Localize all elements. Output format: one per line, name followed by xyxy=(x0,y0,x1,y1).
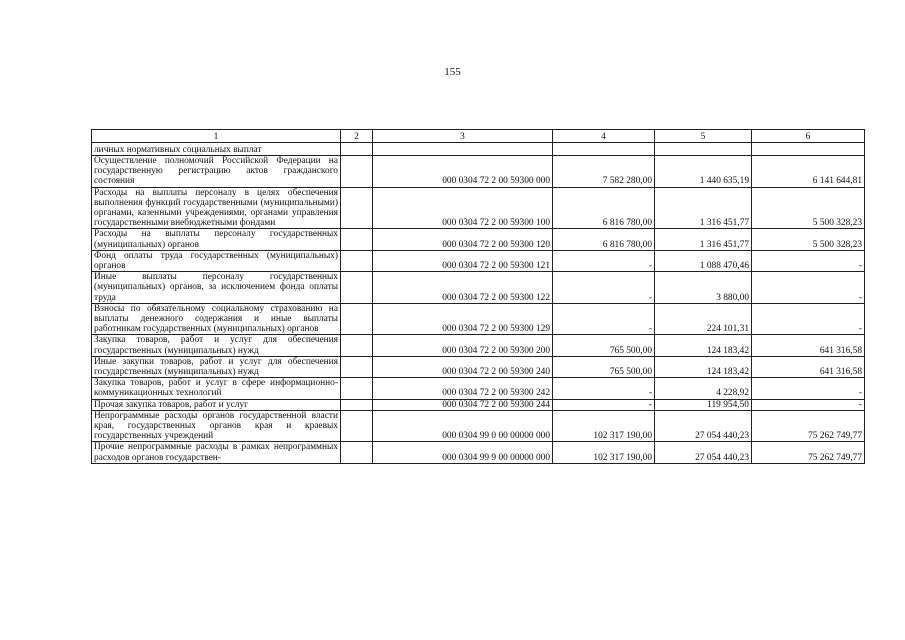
table-row xyxy=(92,156,865,188)
table-row xyxy=(92,187,865,229)
row-executed: 3 880,00 xyxy=(655,272,752,304)
row-col2 xyxy=(341,187,373,229)
row-approved: - xyxy=(553,303,655,335)
row-col2 xyxy=(341,303,373,335)
row-executed: 119 954,50 xyxy=(655,399,752,410)
row-name: Иные закупки товаров, работ и услуг для обеспечения государственных (муниципальных) нужд xyxy=(92,356,341,377)
table-row xyxy=(92,410,865,442)
row-executed: 124 183,42 xyxy=(655,335,752,356)
column-header-3: 3 xyxy=(373,130,553,143)
row-name: Осуществление полномочий Российской Федерации на государственную регистрацию актов гражданского состояния xyxy=(92,156,341,188)
row-code: 000 0304 72 2 00 59300 122 xyxy=(373,272,553,304)
row-code: 000 0304 99 9 00 00000 000 xyxy=(373,442,553,463)
row-name: Закупка товаров, работ и услуг в сфере информационно-коммуникационных технологий xyxy=(92,378,341,399)
row-name: Прочая закупка товаров, работ и услуг xyxy=(92,399,341,410)
row-name: Фонд оплаты труда государственных (муниципальных) органов xyxy=(92,250,341,271)
row-name: Расходы на выплаты персоналу в целях обеспечения выполнения функций государственными (муниципальными) органами, казенными учреждениями, органами управления государственными внебюджетными фондами xyxy=(92,187,341,229)
row-remaining: 641 316,58 xyxy=(752,335,865,356)
row-name: Прочие непрограммные расходы в рамках непрограммных расходов органов государствен- xyxy=(92,442,341,463)
row-executed: 124 183,42 xyxy=(655,356,752,377)
row-executed: 1 440 635,19 xyxy=(655,156,752,188)
row-col2 xyxy=(341,229,373,250)
row-approved: 6 816 780,00 xyxy=(553,229,655,250)
row-col2 xyxy=(341,410,373,442)
row-remaining: 5 500 328,23 xyxy=(752,229,865,250)
row-approved: 765 500,00 xyxy=(553,356,655,377)
row-remaining: 6 141 644,81 xyxy=(752,156,865,188)
row-col2 xyxy=(341,378,373,399)
table-row xyxy=(92,378,865,399)
row-col2 xyxy=(341,335,373,356)
row-executed: 27 054 440,23 xyxy=(655,442,752,463)
row-name: Непрограммные расходы органов государственной власти края, государственных органов края и краевых государственных учреждений xyxy=(92,410,341,442)
row-name: личных нормативных социальных выплат xyxy=(92,143,341,156)
table-row xyxy=(92,250,865,271)
row-executed: 1 088 470,46 xyxy=(655,250,752,271)
row-code: 000 0304 72 2 00 59300 242 xyxy=(373,378,553,399)
row-code: 000 0304 72 2 00 59300 129 xyxy=(373,303,553,335)
row-col2 xyxy=(341,442,373,463)
table-row xyxy=(92,399,865,410)
row-col2 xyxy=(341,143,373,156)
row-approved: - xyxy=(553,399,655,410)
row-remaining: 75 262 749,77 xyxy=(752,442,865,463)
row-remaining: 75 262 749,77 xyxy=(752,410,865,442)
row-approved: - xyxy=(553,272,655,304)
row-col2 xyxy=(341,250,373,271)
row-executed: 1 316 451,77 xyxy=(655,187,752,229)
row-code: 000 0304 99 0 00 00000 000 xyxy=(373,410,553,442)
page-number: 155 xyxy=(444,66,461,78)
row-name: Расходы на выплаты персоналу государственных (муниципальных) органов xyxy=(92,229,341,250)
row-code: 000 0304 72 2 00 59300 200 xyxy=(373,335,553,356)
column-header-4: 4 xyxy=(553,130,655,143)
table-row xyxy=(92,229,865,250)
row-name: Взносы по обязательному социальному страхованию на выплаты денежного содержания и иные выплаты работникам государственных (муниципальных) органов xyxy=(92,303,341,335)
row-remaining: - xyxy=(752,399,865,410)
column-header-5: 5 xyxy=(655,130,752,143)
row-col2 xyxy=(341,399,373,410)
row-remaining: 641 316,58 xyxy=(752,356,865,377)
table-row xyxy=(92,356,865,377)
table-row xyxy=(92,335,865,356)
row-code xyxy=(373,143,553,156)
budget-table xyxy=(91,129,865,464)
row-approved: 7 582 280,00 xyxy=(553,156,655,188)
row-remaining: - xyxy=(752,378,865,399)
row-remaining: - xyxy=(752,250,865,271)
row-remaining xyxy=(752,143,865,156)
row-code: 000 0304 72 2 00 59300 000 xyxy=(373,156,553,188)
row-name: Закупка товаров, работ и услуг для обеспечения государственных (муниципальных) нужд xyxy=(92,335,341,356)
table-row xyxy=(92,143,865,156)
row-code: 000 0304 72 2 00 59300 240 xyxy=(373,356,553,377)
row-executed: 4 228,92 xyxy=(655,378,752,399)
table-row xyxy=(92,303,865,335)
row-approved: 6 816 780,00 xyxy=(553,187,655,229)
row-approved: 765 500,00 xyxy=(553,335,655,356)
row-executed: 224 101,31 xyxy=(655,303,752,335)
row-remaining: - xyxy=(752,272,865,304)
row-col2 xyxy=(341,156,373,188)
row-executed: 27 054 440,23 xyxy=(655,410,752,442)
row-remaining: 5 500 328,23 xyxy=(752,187,865,229)
table-row xyxy=(92,272,865,304)
row-approved: - xyxy=(553,250,655,271)
row-code: 000 0304 72 2 00 59300 120 xyxy=(373,229,553,250)
row-approved: 102 317 190,00 xyxy=(553,442,655,463)
column-header-2: 2 xyxy=(341,130,373,143)
table-row xyxy=(92,442,865,463)
row-col2 xyxy=(341,356,373,377)
column-header-6: 6 xyxy=(752,130,865,143)
row-code: 000 0304 72 2 00 59300 121 xyxy=(373,250,553,271)
header-row xyxy=(92,130,865,143)
row-name: Иные выплаты персоналу государственных (муниципальных) органов, за исключением фонда оплаты труда xyxy=(92,272,341,304)
row-code: 000 0304 72 2 00 59300 100 xyxy=(373,187,553,229)
column-header-1: 1 xyxy=(92,130,341,143)
row-approved: 102 317 190,00 xyxy=(553,410,655,442)
row-executed xyxy=(655,143,752,156)
row-code: 000 0304 72 2 00 59300 244 xyxy=(373,399,553,410)
row-remaining: - xyxy=(752,303,865,335)
row-executed: 1 316 451,77 xyxy=(655,229,752,250)
row-col2 xyxy=(341,272,373,304)
row-approved xyxy=(553,143,655,156)
row-approved: - xyxy=(553,378,655,399)
